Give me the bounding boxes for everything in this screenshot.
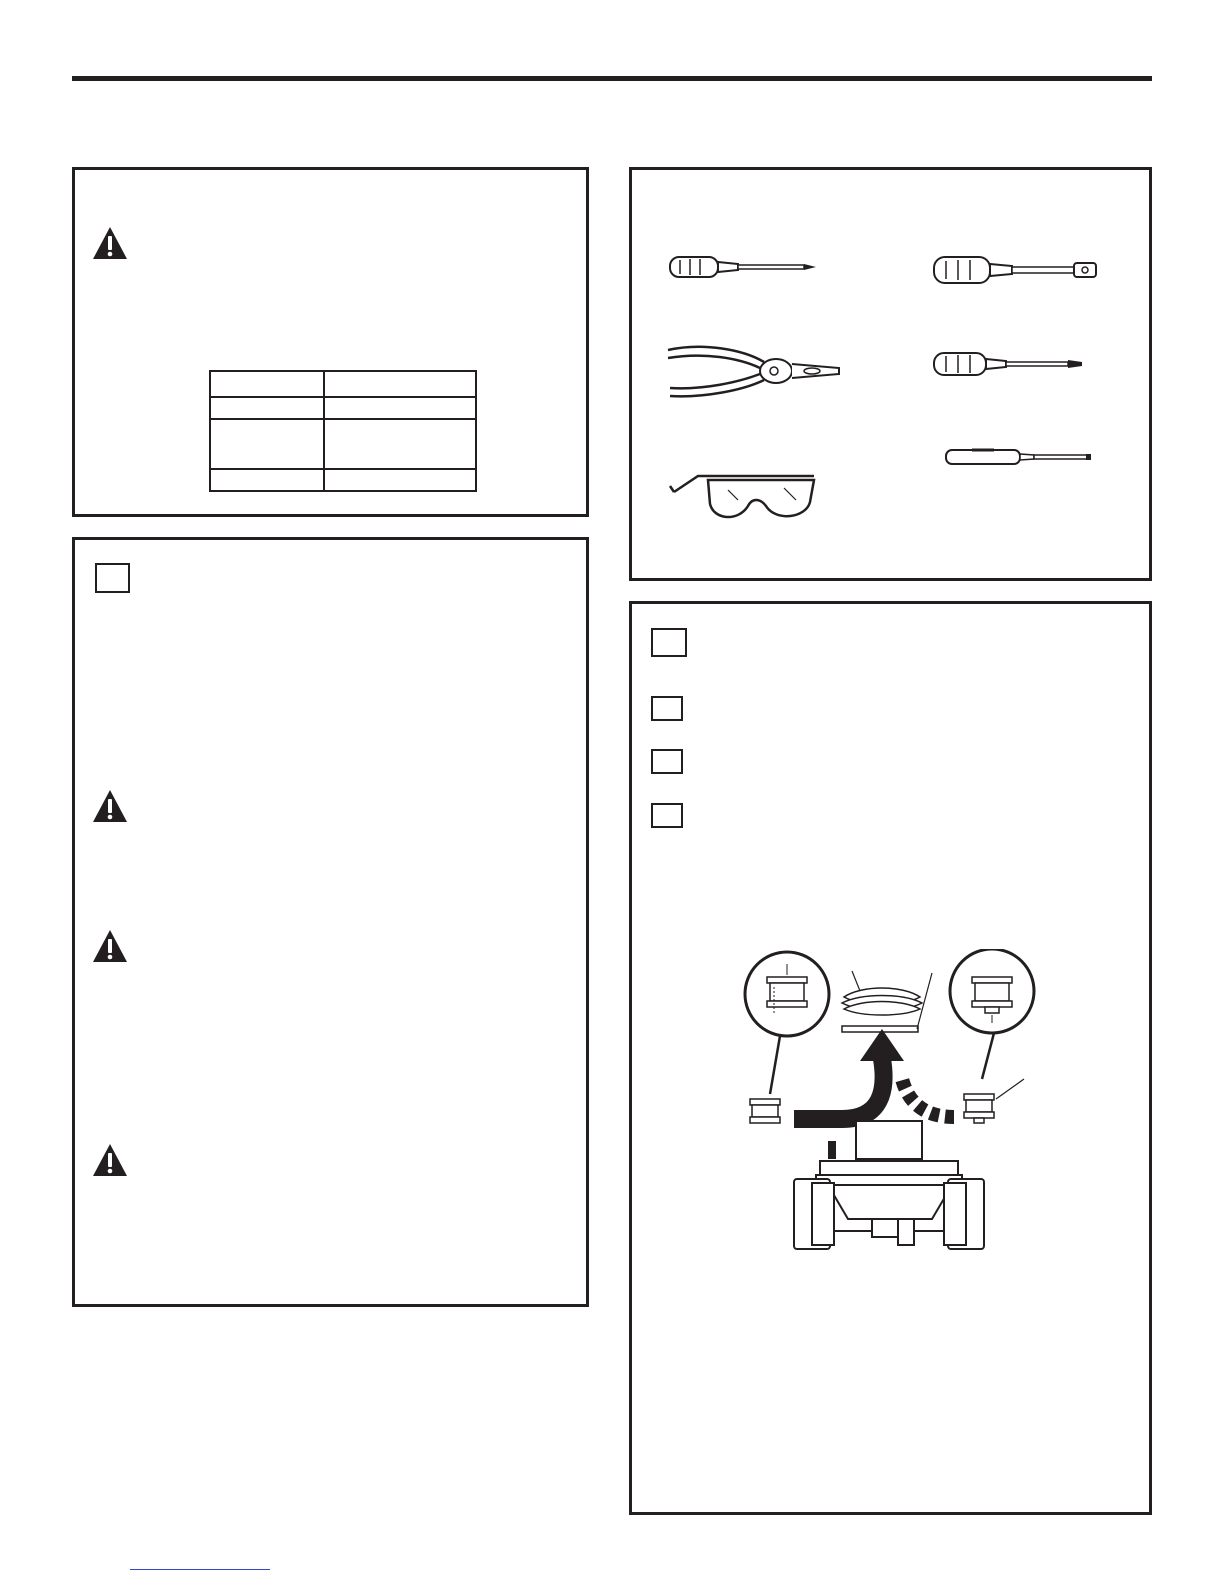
table-cell [324,469,476,491]
footer-link-underline [130,1569,270,1570]
phillips-screwdriver-icon [668,254,818,280]
safety-panel [72,167,589,517]
step-number-box [651,628,687,657]
table-cell [324,397,476,419]
warning-triangle-icon [92,789,128,823]
left-steps-panel [72,537,589,1307]
table-row [210,371,476,397]
header-rule [72,76,1152,81]
regulator-steps-panel [629,601,1152,1515]
flat-blade-screwdriver-icon [944,446,1094,468]
warning-triangle-icon [92,1143,128,1177]
tools-panel [629,167,1152,581]
warning-triangle-icon [92,226,128,260]
warning-triangle-icon [92,929,128,963]
table-row [210,397,476,419]
table-cell [210,397,324,419]
table-cell [210,371,324,397]
table-cell [210,419,324,469]
safety-glasses-icon [668,462,818,528]
table-cell [210,469,324,491]
step-number-box [651,803,683,828]
orifice-table [209,370,477,492]
torx-screwdriver-icon [932,350,1086,378]
regulator-conversion-diagram [732,949,1052,1269]
nut-driver-icon [932,254,1102,286]
pliers-icon [664,340,844,402]
table-row [210,469,476,491]
step-number-box [651,696,683,721]
table-cell [324,371,476,397]
table-row [210,419,476,469]
step-number-box [95,563,130,593]
step-number-box [651,749,683,774]
table-cell [324,419,476,469]
